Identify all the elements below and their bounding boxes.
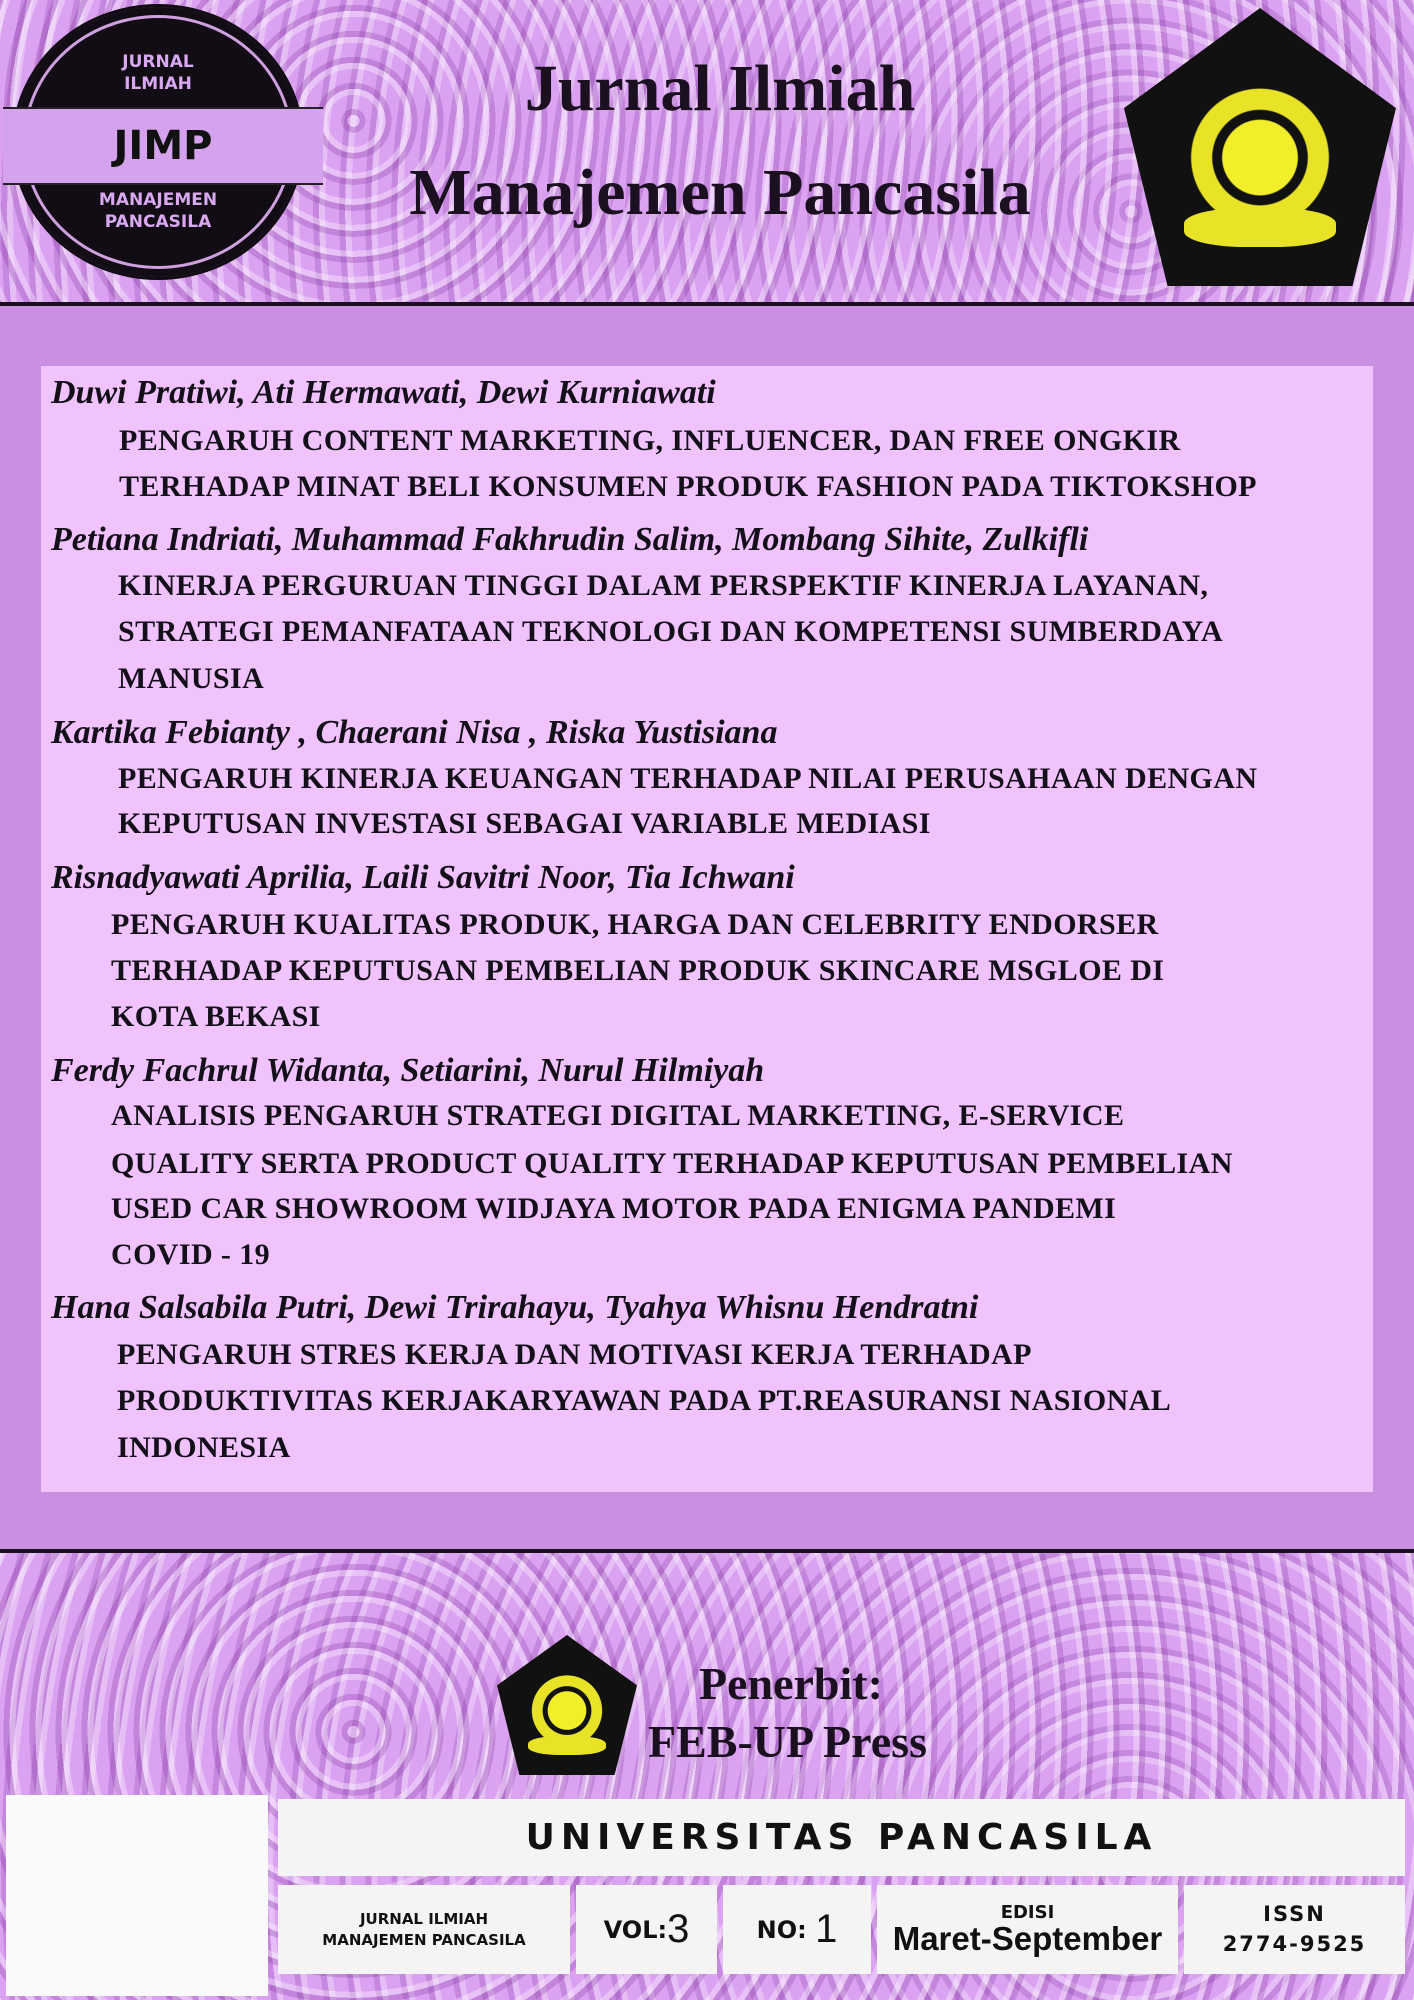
article-title-line: ANALISIS PENGARUH STRATEGI DIGITAL MARKETING, E-SERVICE	[111, 1099, 1125, 1132]
edition-cell: EDISI Maret-September	[877, 1885, 1178, 1974]
article-title-line: COVID - 19	[111, 1238, 270, 1271]
article-authors: Petiana Indriati, Muhammad Fakhrudin Salim, Mombang Sihite, Zulkifli	[51, 521, 1089, 558]
article-title-line: QUALITY SERTA PRODUCT QUALITY TERHADAP KEPUTUSAN PEMBELIAN	[111, 1147, 1233, 1180]
volume-cell: VOL: 3	[576, 1885, 717, 1974]
article-title-line: PENGARUH KINERJA KEUANGAN TERHADAP NILAI PERUSAHAAN DENGAN	[118, 762, 1258, 795]
article-authors: Hana Salsabila Putri, Dewi Trirahayu, Tyahya Whisnu Hendratni	[51, 1289, 979, 1326]
issn-cell: ISSN 2774-9525	[1184, 1885, 1405, 1974]
article-title-line: TERHADAP KEPUTUSAN PEMBELIAN PRODUK SKINCARE MSGLOE DI	[111, 954, 1165, 987]
footer-banner	[0, 1549, 1414, 2000]
article-title-line: PENGARUH KUALITAS PRODUK, HARGA DAN CELEBRITY ENDORSER	[111, 908, 1159, 941]
number-cell: NO: 1	[723, 1885, 871, 1974]
publisher-name: FEB-UP Press	[648, 1716, 927, 1767]
article-authors: Kartika Febianty , Chaerani Nisa , Riska Yustisiana	[51, 714, 778, 751]
article-title-line: INDONESIA	[117, 1431, 291, 1464]
article-title-line: PENGARUH CONTENT MARKETING, INFLUENCER, DAN FREE ONGKIR	[119, 424, 1181, 457]
logo-text-bottom: MANAJEMEN PANCASILA	[98, 190, 218, 233]
jimp-logo	[12, 4, 304, 280]
article-title-line: TERHADAP MINAT BELI KONSUMEN PRODUK FASHION PADA TIKTOKSHOP	[119, 470, 1257, 503]
journal-title-line2: Manajemen Pancasila	[409, 156, 1031, 229]
university-emblem-icon	[1124, 8, 1396, 286]
university-name: UNIVERSITAS PANCASILA	[278, 1799, 1405, 1876]
journal-name-cell: JURNAL ILMIAH MANAJEMEN PANCASILA	[278, 1885, 570, 1974]
article-title-line: MANUSIA	[118, 662, 265, 695]
article-title-line: PENGARUH STRES KERJA DAN MOTIVASI KERJA TERHADAP	[117, 1338, 1032, 1371]
article-authors: Risnadyawati Aprilia, Laili Savitri Noor, Tia Ichwani	[51, 859, 795, 896]
article-authors: Duwi Pratiwi, Ati Hermawati, Dewi Kurniawati	[51, 374, 716, 411]
journal-title-line1: Jurnal Ilmiah	[524, 52, 916, 125]
logo-text-center: JIMP	[3, 107, 323, 185]
article-title-line: KOTA BEKASI	[111, 1000, 321, 1033]
article-title-line: PRODUKTIVITAS KERJAKARYAWAN PADA PT.REASURANSI NASIONAL	[117, 1384, 1172, 1417]
article-authors: Ferdy Fachrul Widanta, Setiarini, Nurul Hilmiyah	[51, 1052, 765, 1089]
publisher-label: Penerbit:	[699, 1658, 883, 1709]
blank-panel	[6, 1795, 268, 1996]
article-title-line: USED CAR SHOWROOM WIDJAYA MOTOR PADA ENIGMA PANDEMI	[111, 1192, 1117, 1225]
publisher-emblem-icon	[497, 1635, 637, 1775]
logo-text-top: JURNAL ILMIAH	[122, 52, 194, 95]
header-banner	[0, 0, 1414, 306]
article-list	[41, 366, 1373, 1492]
article-title-line: STRATEGI PEMANFATAAN TEKNOLOGI DAN KOMPETENSI SUMBERDAYA	[118, 615, 1224, 648]
article-title-line: KEPUTUSAN INVESTASI SEBAGAI VARIABLE MEDIASI	[118, 807, 931, 840]
article-title-line: KINERJA PERGURUAN TINGGI DALAM PERSPEKTIF KINERJA LAYANAN,	[118, 569, 1209, 602]
